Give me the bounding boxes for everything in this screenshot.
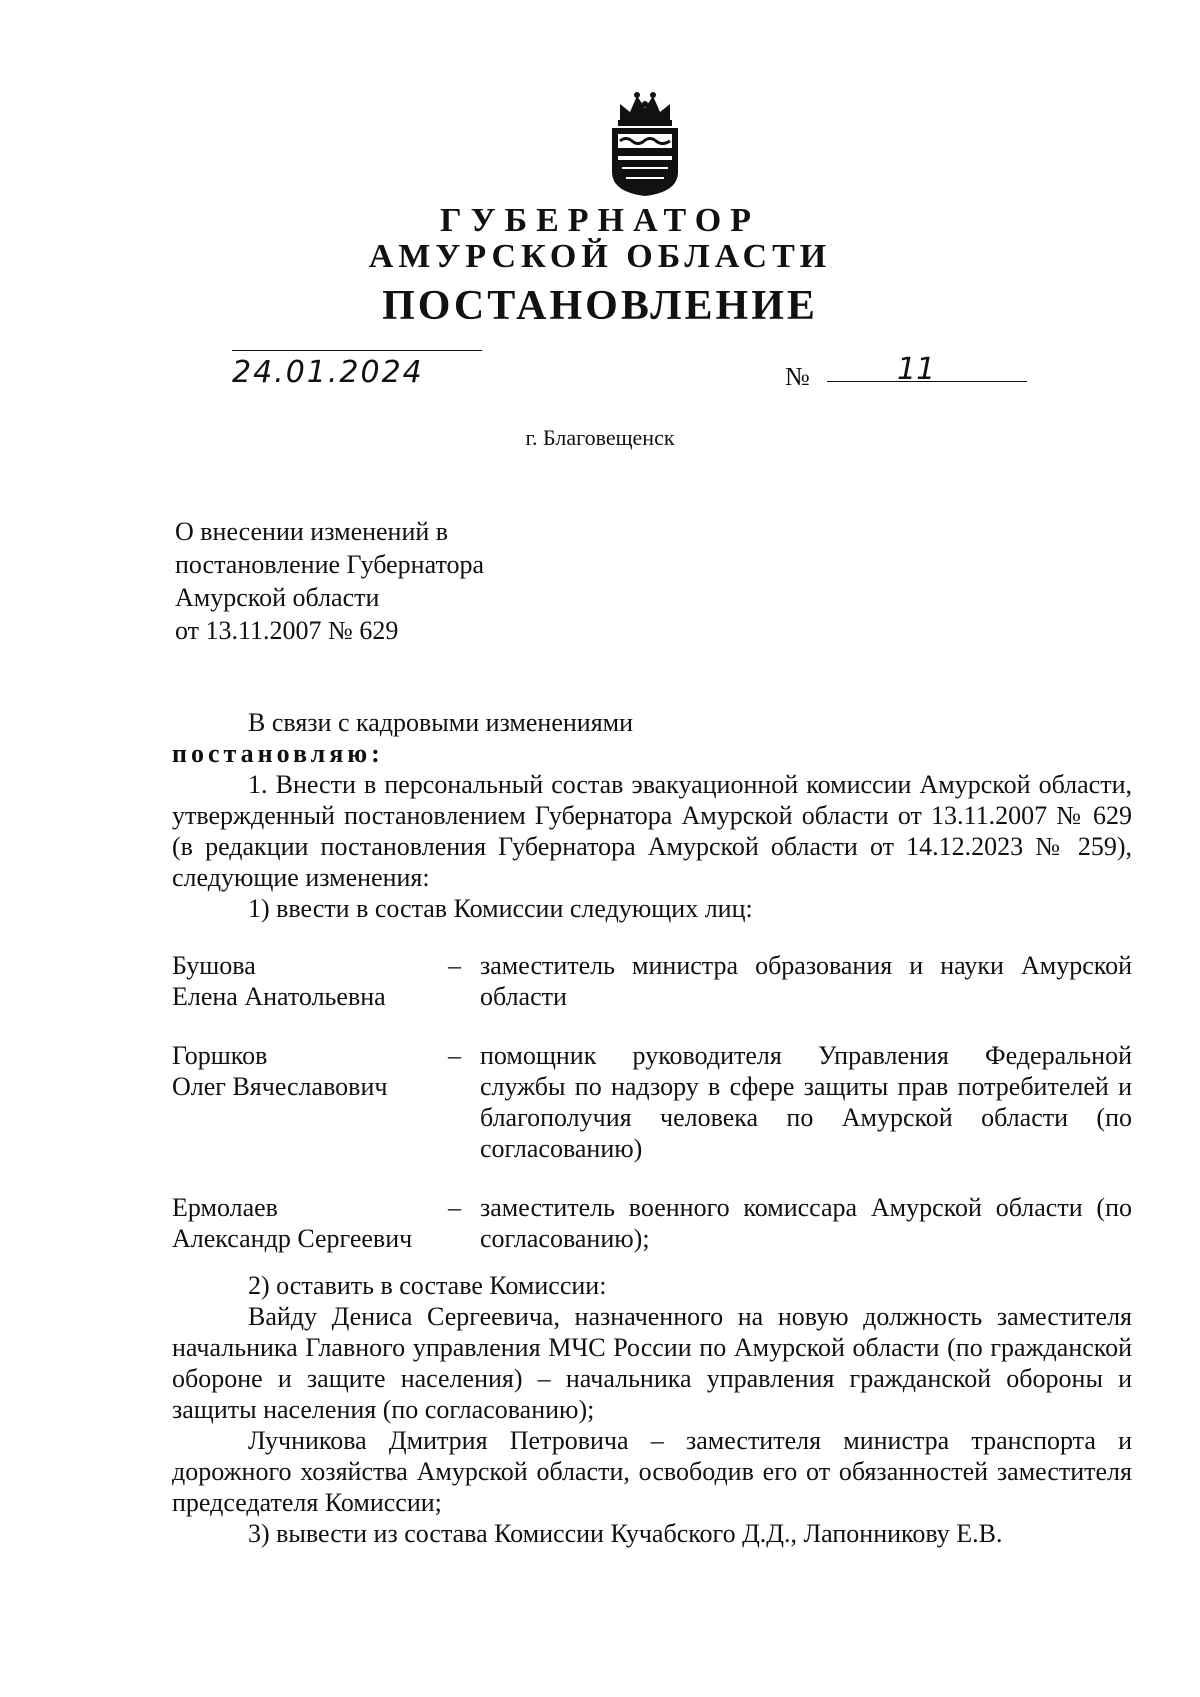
member-position: заместитель министра образования и науки Амурской области xyxy=(480,951,1132,1011)
member-surname: Горшков xyxy=(172,1041,268,1070)
document-date: 24.01.2024 xyxy=(232,355,424,390)
issue-city: г. Благовещенск xyxy=(525,425,675,450)
date-underline xyxy=(232,350,482,351)
coat-of-arms-emblem xyxy=(602,90,688,198)
member-given-names: Елена Анатольевна xyxy=(172,982,386,1011)
subitem-3: 3) вывести из состава Комиссии Кучабского Д.Д., Лапонникову Е.В. xyxy=(248,1519,1003,1548)
member-name xyxy=(172,950,442,1012)
preamble: В связи с кадровыми изменениями xyxy=(248,708,634,737)
subject-line: Амурской области xyxy=(175,583,380,612)
subject-line: О внесении изменений в xyxy=(175,517,449,546)
document-type: ПОСТАНОВЛЕНИЕ xyxy=(382,283,818,329)
member-dash: – xyxy=(448,1193,461,1222)
subitem-2-paragraph: Лучникова Дмитрия Петровича – заместителя министра транспорта и дорожного хозяйства Амурской области, освободив его от обязанностей заместителя председателя Комиссии; xyxy=(172,1426,1132,1517)
subitem-2-paragraph: Вайду Дениса Сергеевича, назначенного на новую должность заместителя начальника Главного управления МЧС России по Амурской области (по гражданской обороне и защите населения) – начальника управления гражданской обороны и защиты населения (по согласованию); xyxy=(172,1302,1132,1424)
document-subject xyxy=(175,515,484,647)
member-given-names: Олег Вячеславович xyxy=(172,1072,388,1101)
member-position: помощник руководителя Управления Федеральной службы по надзору в сфере защиты прав потребителей и благополучия человека по Амурской области (по согласованию) xyxy=(480,1041,1132,1163)
subitem-1: 1) ввести в состав Комиссии следующих лиц: xyxy=(248,894,753,923)
member-surname: Ермолаев xyxy=(172,1193,278,1222)
number-label: № xyxy=(785,362,810,391)
item-1: 1. Внести в персональный состав эвакуационной комиссии Амурской области, утвержденный постановлением Губернатора Амурской области от 13.11.2007 № 629 (в редакции постановления Губернатора Амурской области от 14.12.2023 № 259), следующие изменения: xyxy=(172,770,1132,892)
region-title: АМУРСКОЙ ОБЛАСТИ xyxy=(368,238,832,275)
document-number: 11 xyxy=(897,352,936,387)
member-dash: – xyxy=(448,951,461,980)
body-intro xyxy=(172,707,1132,924)
member-dash: – xyxy=(448,1041,461,1070)
issuer-title: ГУБЕРНАТОР xyxy=(440,202,760,239)
body-continuation xyxy=(172,1270,1132,1549)
member-name xyxy=(172,1192,442,1254)
subject-line: от 13.11.2007 № 629 xyxy=(175,616,399,645)
member-name xyxy=(172,1040,442,1102)
member-surname: Бушова xyxy=(172,951,256,980)
decree-word: постановляю: xyxy=(172,739,384,768)
subject-line: постановление Губернатора xyxy=(175,550,485,579)
subitem-2: 2) оставить в составе Комиссии: xyxy=(248,1271,607,1300)
member-given-names: Александр Сергеевич xyxy=(172,1224,413,1253)
member-position: заместитель военного комиссара Амурской области (по согласованию); xyxy=(480,1193,1132,1253)
